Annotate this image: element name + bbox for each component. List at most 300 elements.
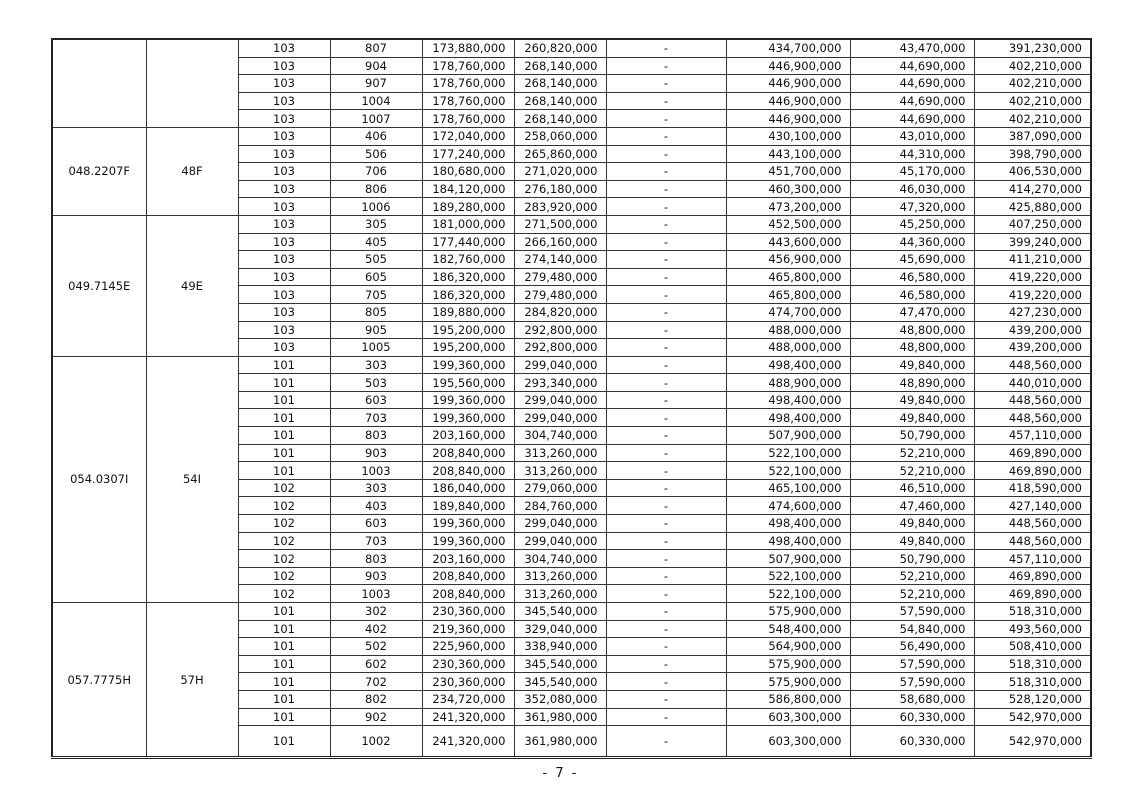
table-row [52,356,1091,374]
total-price-cell: 452,500,000 [726,215,850,233]
vat-cell: - [606,708,726,726]
deposit-cell: 44,690,000 [850,92,974,110]
total-price-cell: 446,900,000 [726,57,850,75]
building-price-cell: 304,740,000 [514,427,606,445]
building-cell: 101 [238,620,330,638]
land-price-cell: 178,760,000 [422,110,514,128]
vat-cell: - [606,462,726,480]
building-cell: 101 [238,356,330,374]
building-price-cell: 361,980,000 [514,726,606,758]
land-price-cell: 230,360,000 [422,673,514,691]
building-price-cell: 299,040,000 [514,391,606,409]
total-price-cell: 522,100,000 [726,462,850,480]
balance-cell: 448,560,000 [974,515,1091,533]
balance-cell: 448,560,000 [974,532,1091,550]
balance-cell: 440,010,000 [974,374,1091,392]
building-price-cell: 266,160,000 [514,233,606,251]
land-price-cell: 230,360,000 [422,603,514,621]
vat-cell: - [606,497,726,515]
building-cell: 102 [238,515,330,533]
deposit-cell: 50,790,000 [850,427,974,445]
type-cell: 54I [146,356,238,602]
land-price-cell: 172,040,000 [422,127,514,145]
building-cell: 103 [238,75,330,93]
total-price-cell: 498,400,000 [726,532,850,550]
unit-cell: 602 [330,655,422,673]
building-price-cell: 279,060,000 [514,479,606,497]
building-cell: 101 [238,638,330,656]
balance-cell: 448,560,000 [974,391,1091,409]
deposit-cell: 57,590,000 [850,655,974,673]
land-price-cell: 173,880,000 [422,39,514,57]
vat-cell: - [606,726,726,758]
land-price-cell: 219,360,000 [422,620,514,638]
vat-cell: - [606,145,726,163]
building-price-cell: 283,920,000 [514,198,606,216]
deposit-cell: 44,690,000 [850,110,974,128]
land-price-cell: 189,280,000 [422,198,514,216]
deposit-cell: 46,510,000 [850,479,974,497]
vat-cell: - [606,303,726,321]
land-price-cell: 234,720,000 [422,690,514,708]
building-cell: 103 [238,110,330,128]
building-cell: 103 [238,92,330,110]
vat-cell: - [606,39,726,57]
vat-cell: - [606,251,726,269]
building-cell: 102 [238,550,330,568]
balance-cell: 518,310,000 [974,655,1091,673]
total-price-cell: 564,900,000 [726,638,850,656]
building-price-cell: 313,260,000 [514,585,606,603]
type-cell [146,39,238,127]
unit-cell: 807 [330,39,422,57]
total-price-cell: 488,900,000 [726,374,850,392]
balance-cell: 518,310,000 [974,673,1091,691]
deposit-cell: 52,210,000 [850,585,974,603]
building-price-cell: 284,820,000 [514,303,606,321]
area-cell: 049.7145E [52,215,146,356]
building-cell: 101 [238,726,330,758]
vat-cell: - [606,215,726,233]
deposit-cell: 43,010,000 [850,127,974,145]
total-price-cell: 507,900,000 [726,427,850,445]
total-price-cell: 465,800,000 [726,268,850,286]
building-price-cell: 345,540,000 [514,655,606,673]
vat-cell: - [606,127,726,145]
building-price-cell: 329,040,000 [514,620,606,638]
building-price-cell: 260,820,000 [514,39,606,57]
balance-cell: 518,310,000 [974,603,1091,621]
balance-cell: 508,410,000 [974,638,1091,656]
vat-cell: - [606,110,726,128]
total-price-cell: 575,900,000 [726,673,850,691]
area-cell [52,39,146,127]
building-price-cell: 345,540,000 [514,673,606,691]
vat-cell: - [606,638,726,656]
unit-cell: 803 [330,427,422,445]
balance-cell: 402,210,000 [974,75,1091,93]
building-price-cell: 271,500,000 [514,215,606,233]
building-price-cell: 299,040,000 [514,409,606,427]
table-row [52,603,1091,621]
total-price-cell: 522,100,000 [726,585,850,603]
land-price-cell: 241,320,000 [422,708,514,726]
balance-cell: 457,110,000 [974,427,1091,445]
deposit-cell: 49,840,000 [850,515,974,533]
land-price-cell: 199,360,000 [422,409,514,427]
vat-cell: - [606,268,726,286]
building-cell: 103 [238,39,330,57]
building-price-cell: 268,140,000 [514,75,606,93]
land-price-cell: 208,840,000 [422,462,514,480]
unit-cell: 803 [330,550,422,568]
unit-cell: 305 [330,215,422,233]
balance-cell: 427,230,000 [974,303,1091,321]
building-cell: 103 [238,215,330,233]
type-cell: 57H [146,603,238,758]
type-cell: 48F [146,127,238,215]
table-row [52,215,1091,233]
deposit-cell: 47,460,000 [850,497,974,515]
total-price-cell: 474,600,000 [726,497,850,515]
total-price-cell: 522,100,000 [726,444,850,462]
unit-cell: 1003 [330,462,422,480]
deposit-cell: 44,310,000 [850,145,974,163]
balance-cell: 391,230,000 [974,39,1091,57]
building-cell: 103 [238,339,330,357]
vat-cell: - [606,356,726,374]
balance-cell: 528,120,000 [974,690,1091,708]
vat-cell: - [606,391,726,409]
unit-cell: 506 [330,145,422,163]
total-price-cell: 603,300,000 [726,708,850,726]
deposit-cell: 52,210,000 [850,444,974,462]
land-price-cell: 189,880,000 [422,303,514,321]
building-cell: 101 [238,444,330,462]
total-price-cell: 586,800,000 [726,690,850,708]
unit-cell: 903 [330,567,422,585]
balance-cell: 439,200,000 [974,321,1091,339]
building-cell: 103 [238,127,330,145]
deposit-cell: 50,790,000 [850,550,974,568]
total-price-cell: 434,700,000 [726,39,850,57]
building-price-cell: 313,260,000 [514,444,606,462]
building-price-cell: 292,800,000 [514,339,606,357]
building-price-cell: 268,140,000 [514,92,606,110]
land-price-cell: 177,240,000 [422,145,514,163]
unit-cell: 503 [330,374,422,392]
total-price-cell: 575,900,000 [726,603,850,621]
building-cell: 103 [238,198,330,216]
total-price-cell: 548,400,000 [726,620,850,638]
building-price-cell: 345,540,000 [514,603,606,621]
vat-cell: - [606,198,726,216]
total-price-cell: 465,100,000 [726,479,850,497]
building-cell: 103 [238,145,330,163]
deposit-cell: 43,470,000 [850,39,974,57]
building-price-cell: 313,260,000 [514,462,606,480]
land-price-cell: 195,200,000 [422,339,514,357]
unit-cell: 907 [330,75,422,93]
total-price-cell: 446,900,000 [726,75,850,93]
land-price-cell: 186,320,000 [422,268,514,286]
total-price-cell: 460,300,000 [726,180,850,198]
balance-cell: 402,210,000 [974,92,1091,110]
vat-cell: - [606,479,726,497]
vat-cell: - [606,550,726,568]
total-price-cell: 456,900,000 [726,251,850,269]
building-price-cell: 293,340,000 [514,374,606,392]
area-cell: 057.7775H [52,603,146,758]
total-price-cell: 575,900,000 [726,655,850,673]
total-price-cell: 498,400,000 [726,391,850,409]
building-cell: 103 [238,233,330,251]
deposit-cell: 52,210,000 [850,462,974,480]
unit-cell: 405 [330,233,422,251]
unit-cell: 1004 [330,92,422,110]
building-price-cell: 284,760,000 [514,497,606,515]
balance-cell: 414,270,000 [974,180,1091,198]
building-cell: 103 [238,57,330,75]
deposit-cell: 44,690,000 [850,57,974,75]
land-price-cell: 178,760,000 [422,75,514,93]
building-price-cell: 299,040,000 [514,532,606,550]
vat-cell: - [606,180,726,198]
building-price-cell: 299,040,000 [514,356,606,374]
unit-cell: 706 [330,163,422,181]
land-price-cell: 178,760,000 [422,92,514,110]
deposit-cell: 44,360,000 [850,233,974,251]
unit-cell: 502 [330,638,422,656]
land-price-cell: 180,680,000 [422,163,514,181]
building-price-cell: 299,040,000 [514,515,606,533]
balance-cell: 542,970,000 [974,726,1091,758]
vat-cell: - [606,374,726,392]
building-cell: 101 [238,708,330,726]
price-table-body [52,39,1091,758]
deposit-cell: 56,490,000 [850,638,974,656]
building-cell: 101 [238,655,330,673]
building-cell: 101 [238,391,330,409]
building-cell: 102 [238,532,330,550]
land-price-cell: 203,160,000 [422,550,514,568]
building-price-cell: 313,260,000 [514,567,606,585]
land-price-cell: 225,960,000 [422,638,514,656]
unit-cell: 802 [330,690,422,708]
land-price-cell: 199,360,000 [422,356,514,374]
building-cell: 103 [238,321,330,339]
building-price-cell: 352,080,000 [514,690,606,708]
balance-cell: 418,590,000 [974,479,1091,497]
deposit-cell: 47,320,000 [850,198,974,216]
land-price-cell: 199,360,000 [422,515,514,533]
land-price-cell: 199,360,000 [422,391,514,409]
balance-cell: 398,790,000 [974,145,1091,163]
unit-cell: 805 [330,303,422,321]
vat-cell: - [606,163,726,181]
balance-cell: 399,240,000 [974,233,1091,251]
table-row [52,127,1091,145]
land-price-cell: 203,160,000 [422,427,514,445]
total-price-cell: 507,900,000 [726,550,850,568]
balance-cell: 469,890,000 [974,567,1091,585]
deposit-cell: 49,840,000 [850,356,974,374]
building-cell: 101 [238,690,330,708]
vat-cell: - [606,690,726,708]
building-cell: 102 [238,567,330,585]
total-price-cell: 474,700,000 [726,303,850,321]
vat-cell: - [606,339,726,357]
building-price-cell: 265,860,000 [514,145,606,163]
balance-cell: 469,890,000 [974,585,1091,603]
deposit-cell: 46,030,000 [850,180,974,198]
vat-cell: - [606,286,726,304]
building-price-cell: 279,480,000 [514,268,606,286]
land-price-cell: 199,360,000 [422,532,514,550]
vat-cell: - [606,673,726,691]
deposit-cell: 52,210,000 [850,567,974,585]
vat-cell: - [606,427,726,445]
vat-cell: - [606,567,726,585]
deposit-cell: 60,330,000 [850,726,974,758]
land-price-cell: 241,320,000 [422,726,514,758]
table-row [52,39,1091,57]
balance-cell: 419,220,000 [974,268,1091,286]
balance-cell: 427,140,000 [974,497,1091,515]
balance-cell: 402,210,000 [974,57,1091,75]
building-cell: 101 [238,673,330,691]
land-price-cell: 184,120,000 [422,180,514,198]
unit-cell: 303 [330,356,422,374]
unit-cell: 1006 [330,198,422,216]
land-price-cell: 189,840,000 [422,497,514,515]
building-price-cell: 274,140,000 [514,251,606,269]
building-cell: 101 [238,409,330,427]
building-price-cell: 304,740,000 [514,550,606,568]
land-price-cell: 181,000,000 [422,215,514,233]
deposit-cell: 49,840,000 [850,532,974,550]
building-cell: 103 [238,303,330,321]
vat-cell: - [606,233,726,251]
vat-cell: - [606,57,726,75]
vat-cell: - [606,655,726,673]
building-cell: 103 [238,180,330,198]
vat-cell: - [606,620,726,638]
unit-cell: 703 [330,409,422,427]
deposit-cell: 54,840,000 [850,620,974,638]
deposit-cell: 57,590,000 [850,673,974,691]
unit-cell: 406 [330,127,422,145]
deposit-cell: 48,890,000 [850,374,974,392]
balance-cell: 387,090,000 [974,127,1091,145]
building-price-cell: 361,980,000 [514,708,606,726]
land-price-cell: 182,760,000 [422,251,514,269]
building-price-cell: 276,180,000 [514,180,606,198]
building-cell: 101 [238,462,330,480]
vat-cell: - [606,92,726,110]
vat-cell: - [606,444,726,462]
unit-cell: 902 [330,708,422,726]
balance-cell: 402,210,000 [974,110,1091,128]
land-price-cell: 186,320,000 [422,286,514,304]
balance-cell: 469,890,000 [974,444,1091,462]
deposit-cell: 58,680,000 [850,690,974,708]
total-price-cell: 446,900,000 [726,92,850,110]
unit-cell: 1002 [330,726,422,758]
building-price-cell: 338,940,000 [514,638,606,656]
vat-cell: - [606,532,726,550]
building-cell: 103 [238,286,330,304]
total-price-cell: 488,000,000 [726,339,850,357]
total-price-cell: 603,300,000 [726,726,850,758]
building-cell: 102 [238,497,330,515]
unit-cell: 1003 [330,585,422,603]
balance-cell: 448,560,000 [974,356,1091,374]
unit-cell: 603 [330,515,422,533]
deposit-cell: 48,800,000 [850,321,974,339]
type-cell: 49E [146,215,238,356]
unit-cell: 1007 [330,110,422,128]
balance-cell: 469,890,000 [974,462,1091,480]
total-price-cell: 498,400,000 [726,356,850,374]
deposit-cell: 45,250,000 [850,215,974,233]
total-price-cell: 443,600,000 [726,233,850,251]
total-price-cell: 443,100,000 [726,145,850,163]
building-cell: 101 [238,427,330,445]
building-cell: 102 [238,585,330,603]
building-price-cell: 258,060,000 [514,127,606,145]
vat-cell: - [606,515,726,533]
balance-cell: 457,110,000 [974,550,1091,568]
total-price-cell: 465,800,000 [726,286,850,304]
page-number: - 7 - [542,766,579,781]
balance-cell: 542,970,000 [974,708,1091,726]
total-price-cell: 488,000,000 [726,321,850,339]
unit-cell: 904 [330,57,422,75]
balance-cell: 448,560,000 [974,409,1091,427]
deposit-cell: 49,840,000 [850,409,974,427]
deposit-cell: 49,840,000 [850,391,974,409]
vat-cell: - [606,409,726,427]
land-price-cell: 186,040,000 [422,479,514,497]
building-cell: 102 [238,479,330,497]
building-price-cell: 279,480,000 [514,286,606,304]
building-cell: 103 [238,268,330,286]
unit-cell: 603 [330,391,422,409]
balance-cell: 411,210,000 [974,251,1091,269]
total-price-cell: 498,400,000 [726,409,850,427]
area-cell: 054.0307I [52,356,146,602]
total-price-cell: 430,100,000 [726,127,850,145]
price-table [51,38,1092,759]
land-price-cell: 195,200,000 [422,321,514,339]
vat-cell: - [606,75,726,93]
building-price-cell: 268,140,000 [514,57,606,75]
land-price-cell: 208,840,000 [422,444,514,462]
unit-cell: 703 [330,532,422,550]
balance-cell: 493,560,000 [974,620,1091,638]
total-price-cell: 446,900,000 [726,110,850,128]
land-price-cell: 195,560,000 [422,374,514,392]
land-price-cell: 178,760,000 [422,57,514,75]
vat-cell: - [606,585,726,603]
land-price-cell: 208,840,000 [422,585,514,603]
balance-cell: 425,880,000 [974,198,1091,216]
total-price-cell: 522,100,000 [726,567,850,585]
unit-cell: 705 [330,286,422,304]
balance-cell: 439,200,000 [974,339,1091,357]
unit-cell: 505 [330,251,422,269]
